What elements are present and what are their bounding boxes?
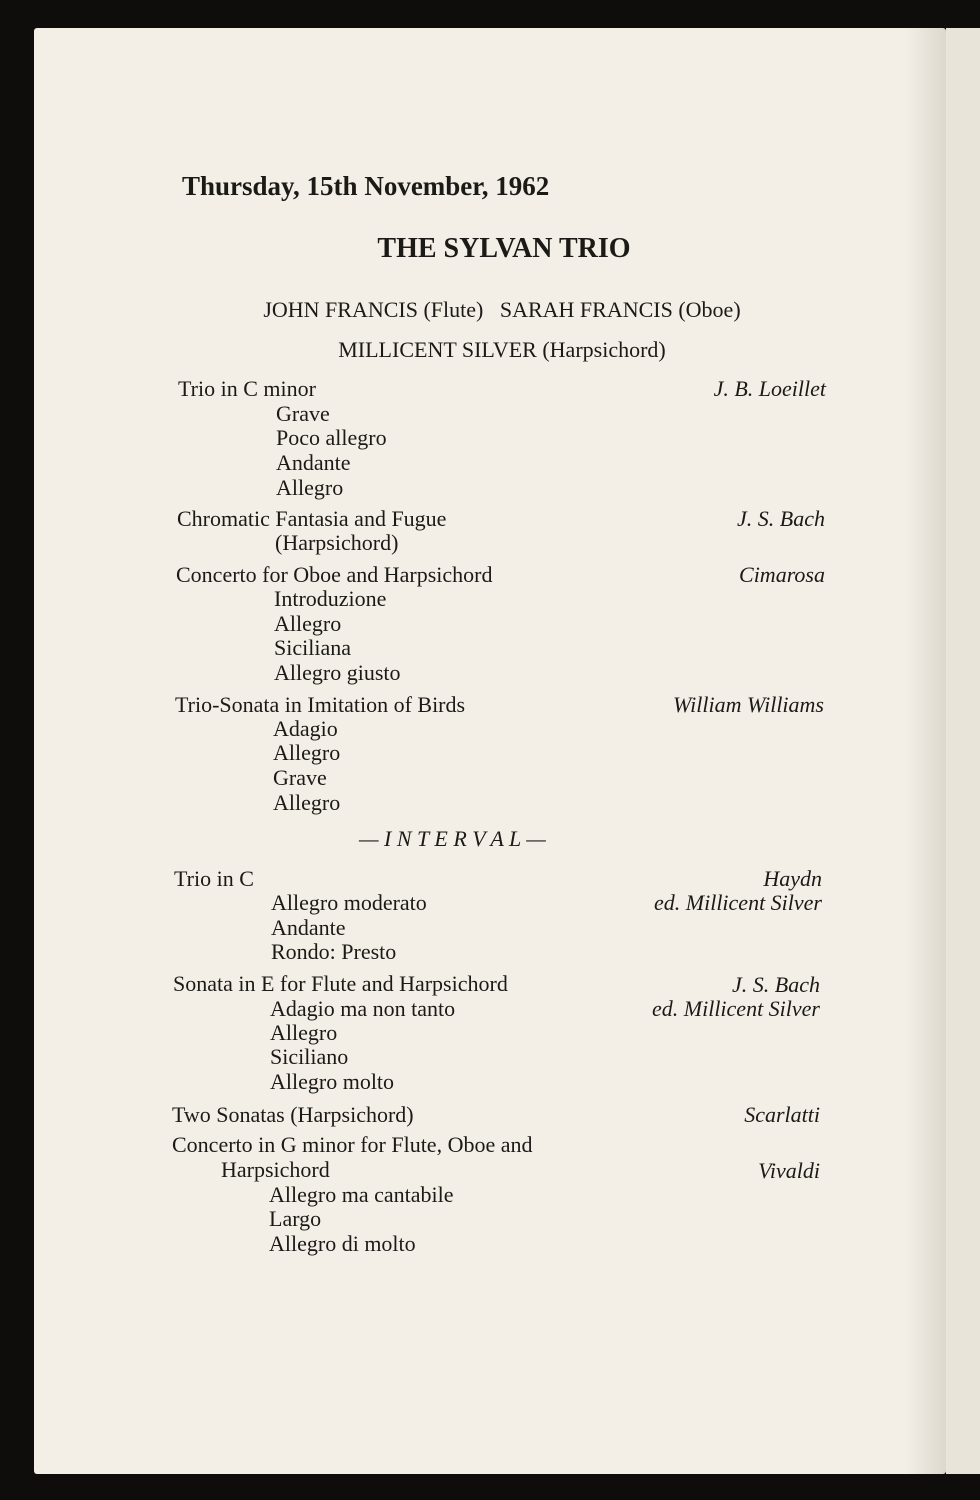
work-composer: William Williams <box>673 692 824 717</box>
work-composer: J. S. Bach <box>732 972 820 997</box>
work-composer: Cimarosa <box>739 562 825 587</box>
movement: Allegro <box>270 1020 338 1045</box>
work-title: Concerto for Oboe and Harpsichord <box>176 562 493 587</box>
adjacent-page-edge <box>946 28 980 1474</box>
movement: Allegro <box>276 475 344 500</box>
interval-marker: — I N T E R V A L — <box>359 826 546 851</box>
work-title: Two Sonatas (Harpsichord) <box>172 1102 414 1127</box>
work-title: Trio-Sonata in Imitation of Birds <box>175 692 466 717</box>
work-composer: Haydn <box>763 866 822 891</box>
work-editor: ed. Millicent Silver <box>654 890 822 915</box>
movement: Poco allegro <box>276 425 387 450</box>
movement: Allegro molto <box>270 1069 395 1094</box>
movement: Introduzione <box>274 586 387 611</box>
work-title: Concerto in G minor for Flute, Oboe and <box>172 1132 533 1157</box>
work-editor: ed. Millicent Silver <box>652 996 820 1021</box>
concert-date: Thursday, 15th November, 1962 <box>182 171 550 201</box>
movement: Grave <box>273 765 327 790</box>
movement: Allegro moderato <box>271 890 427 915</box>
movement: Allegro <box>274 611 342 636</box>
work-composer: Vivaldi <box>758 1158 820 1183</box>
movement: Allegro <box>273 740 341 765</box>
ensemble-name: THE SYLVAN TRIO <box>377 233 631 264</box>
work-title-continued: Harpsichord <box>221 1157 330 1182</box>
work-title: Sonata in E for Flute and Harpsichord <box>173 971 508 996</box>
work-composer: Scarlatti <box>744 1102 820 1127</box>
work-title: Trio in C minor <box>178 376 316 401</box>
movement: Allegro giusto <box>274 660 401 685</box>
work-composer: J. S. Bach <box>737 506 825 531</box>
movement: Siciliano <box>270 1044 349 1069</box>
performers-line-2: MILLICENT SILVER (Harpsichord) <box>338 337 666 362</box>
movement: Adagio ma non tanto <box>270 996 456 1021</box>
work-title: Chromatic Fantasia and Fugue <box>177 506 447 531</box>
movement: Adagio <box>273 716 338 741</box>
movement: Largo <box>269 1206 322 1231</box>
movement: Andante <box>271 915 346 940</box>
movement: Allegro di molto <box>269 1231 416 1256</box>
movement: Allegro ma cantabile <box>269 1182 454 1207</box>
movement: Grave <box>276 401 330 426</box>
movement: Siciliana <box>274 635 351 660</box>
performers-line-1: JOHN FRANCIS (Flute) SARAH FRANCIS (Oboe) <box>263 297 741 322</box>
movement: Allegro <box>273 790 341 815</box>
work-title: Trio in C <box>174 866 254 891</box>
movement: Rondo: Presto <box>271 939 397 964</box>
work-subtitle: (Harpsichord) <box>275 530 399 555</box>
program-page <box>34 28 946 1474</box>
movement: Andante <box>276 450 351 475</box>
work-composer: J. B. Loeillet <box>713 376 826 401</box>
